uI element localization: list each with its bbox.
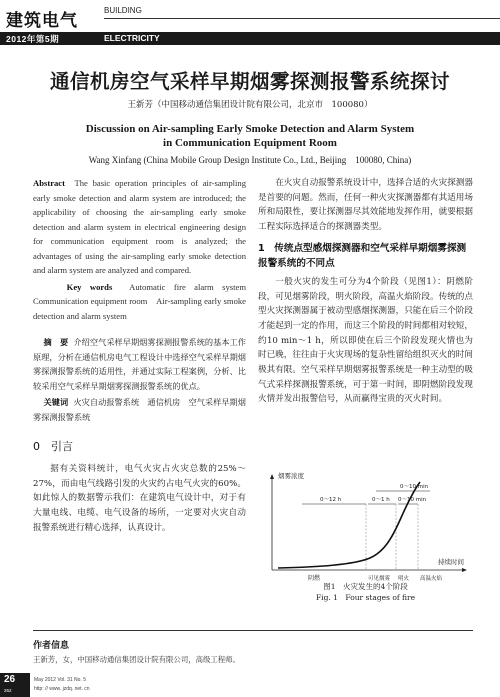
author-cn: 王新芳（中国移动通信集团设计院有限公司，北京市 100080） [127, 100, 373, 110]
abstract-en [33, 176, 246, 278]
keywords-cn-text: 火灾自动报警系统 通信机房 空气采样早期烟雾探测报警系统 [33, 397, 246, 422]
article-title-cn: 通信机房空气采样早期烟雾探测报警系统探讨 [49, 70, 450, 93]
interval-2-label: 0～1 h [372, 497, 390, 503]
keywords-en [33, 280, 255, 324]
abstract-cn [33, 335, 246, 393]
y-axis-arrow [270, 474, 274, 479]
masthead-rule [104, 18, 500, 19]
abstract-en-label: Abstract [33, 178, 65, 188]
right-column [258, 176, 473, 407]
page-number: 26 [4, 674, 16, 685]
keywords-en-label: Key words [66, 281, 113, 292]
interval-1-label: 0～12 h [320, 497, 342, 503]
stage-4-label: 高温火焰 [420, 576, 443, 582]
article-title-en [30, 122, 470, 150]
abstract-en-text: The basic operation principles of air-sampling early smoke detection and alarm system are introduced; the applicability of choosing the air-sampling early smoke detection and alarm system in electrical engineering design for communication equipment room is analyzed; the advantages of using the air-sampling early smoke detection and alarm system are analyzed and compared. [33, 178, 246, 275]
author-info-text: 王新芳，女，中国移动通信集团设计院有限公司，高级工程师。 [33, 655, 240, 664]
x-axis-arrow [462, 568, 467, 572]
y-axis-label: 烟雾浓度 [278, 472, 304, 480]
journal-logo: 建筑电气 [6, 11, 78, 31]
figure-caption [258, 581, 473, 603]
issue-bar [0, 32, 500, 45]
figure-caption-cn: 图1 火灾发生的4个阶段 [323, 582, 408, 591]
left-column [33, 176, 255, 536]
abstract-cn-label: 摘 要 [43, 337, 69, 347]
issue-label: 2012年第5期 [6, 34, 60, 44]
keywords-cn [33, 395, 246, 424]
figure-caption-en: Fig. 1 Four stages of fire [315, 593, 416, 602]
right-intro: 在火灾自动报警系统设计中，选择合适的火灾探测器是首要的问题。然而，任何一种火灾探测器都有其适用场所和局限性，要让探测器尽其效能地发挥作用，就要根据工程实际选择适合的探测器类型。 [258, 178, 473, 233]
smoke-curve [278, 482, 420, 568]
author-en: Wang Xinfang (China Mobile Group Design Institute Co., Ltd., Beijing 100080, China) [88, 155, 412, 165]
title-en-line2: in Communication Equipment Room [163, 137, 337, 149]
abstract-cn-text: 介绍空气采样早期烟雾探测报警系统的基本工作原理，分析在通信机房电气工程设计中选择空气采样早期烟雾探测报警系统的适用性，并通过实际工程案例，分析、比较采用空气采样早期烟雾探测报警系统的优点。 [33, 337, 246, 391]
page-number-small: 262 [4, 688, 12, 693]
keywords-en-text: Automatic fire alarm system Communication equipment room Air-sampling early smoke detection and alarm system [33, 281, 255, 321]
interval-3-label: 0～10 min [398, 497, 427, 503]
author-info-heading: 作者信息 [33, 641, 70, 651]
section-0-text: 据有关资料统计，电气火灾占火灾总数的25%～27%，而由电气线路引发的火灾约占电气火灾的60%。如此惊人的数据警示我们：在建筑电气设计中，对于有大量电线、电缆、电气设备的场所，一定要对火灾自动报警系统进行精心选择，认真设计。 [33, 464, 246, 533]
section-1-heading: 1 传统点型感烟探测器和空气采样早期烟雾探测报警系统的不同点 [258, 242, 467, 269]
stage-3-label: 明火 [398, 576, 410, 582]
section-0-heading: 0 引言 [33, 440, 73, 453]
stage-2-label: 可见烟雾 [368, 576, 391, 582]
masthead-building: BUILDING [104, 6, 142, 15]
keywords-cn-label: 关键词 [43, 397, 69, 407]
interval-top-label: 0～10 min [400, 484, 429, 490]
x-axis-label: 持续时间 [438, 558, 464, 566]
stage-1-label: 阴燃 [308, 575, 321, 582]
title-en-line1: Discussion on Air-sampling Early Smoke Detection and Alarm System [85, 123, 415, 135]
footer-url: http: // www. jzdq. net. cn [34, 686, 90, 692]
masthead-electricity: ELECTRICITY [104, 33, 160, 43]
section-1-text: 一般火灾的发生可分为4个阶段（见图1）：阴燃阶段，可见烟雾阶段，明火阶段，高温火焰阶段。传统的点型火灾探测器属于被动型感烟探测器，只能在后三个阶段才能起到一定的作用，而这三个阶段的时间都相对较短，约10 min～1 h，所以即使在后三个阶段发现火情也为时已晚，往往由于火灾现场的复杂性留给组织灭火的时间极其有限。空气采样早期烟雾报警系统是一种主动型的吸气式采样探测报警系统，可于第一时间，即阴燃阶段发现火情并发出报警信号，从而赢得宝贵的灭火时间。 [258, 276, 473, 405]
footer-issue: May 2012 Vol. 31 No. 5 [34, 677, 86, 683]
footer-rule [33, 630, 473, 631]
